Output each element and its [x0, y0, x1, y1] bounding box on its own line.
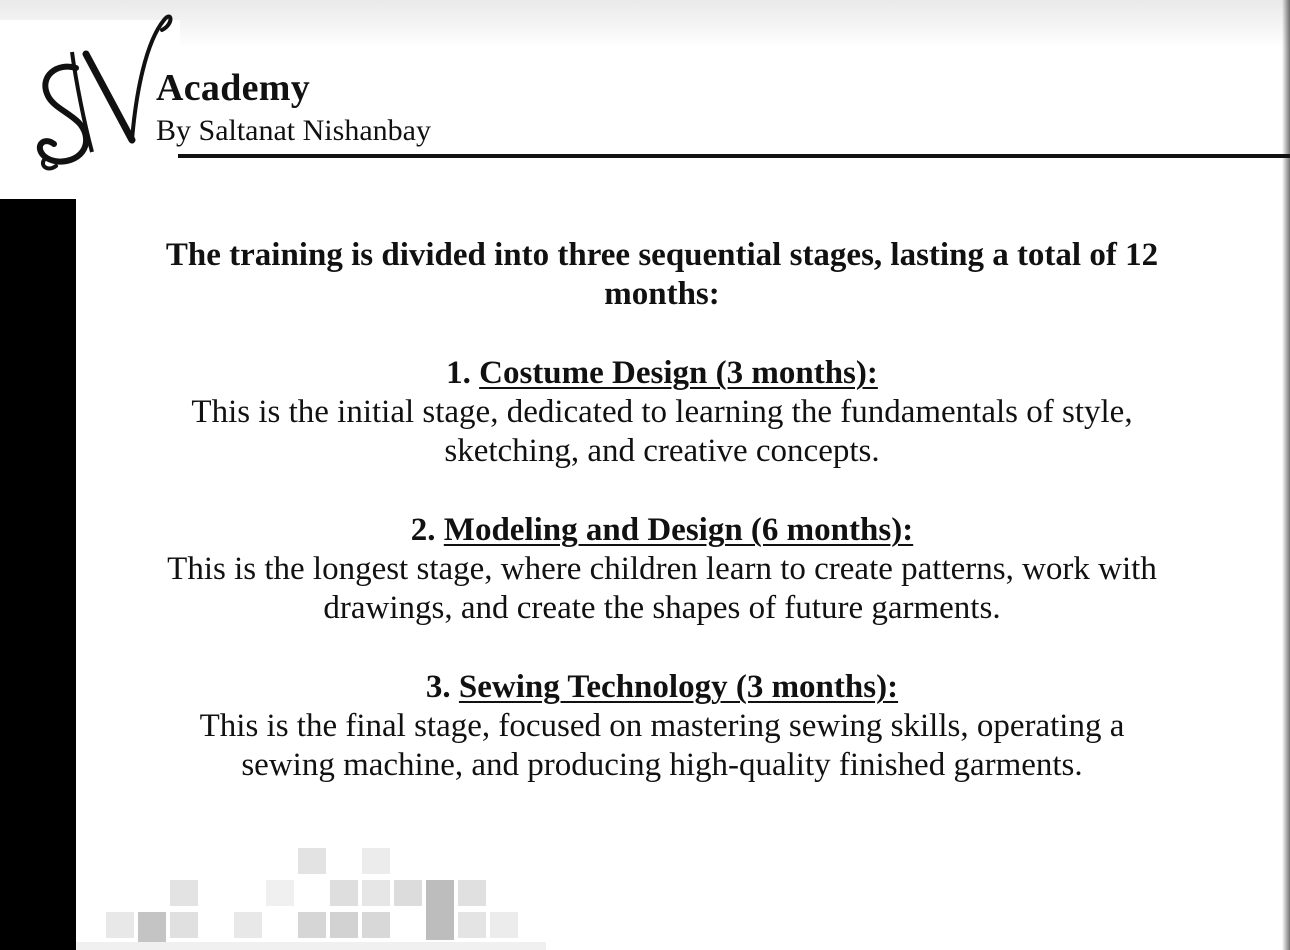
mosaic-tile — [394, 880, 422, 906]
mosaic-tile — [170, 880, 198, 906]
mosaic-tile — [362, 848, 390, 874]
mosaic-tile — [458, 880, 486, 906]
mosaic-tile — [362, 912, 390, 938]
left-black-bar — [0, 199, 76, 950]
stage-title: Costume Design (3 months): — [479, 355, 878, 391]
stage-3 — [150, 668, 1174, 785]
brand-subtitle: By Saltanat Nishanbay — [156, 114, 431, 147]
header-divider — [178, 154, 1290, 158]
stage-number: 3. — [425, 669, 451, 705]
mosaic-tile — [106, 912, 134, 938]
intro-text: The training is divided into three sequential stages, lasting a total of 12 months: — [165, 237, 1159, 312]
stage-1 — [150, 354, 1174, 471]
top-shadow — [0, 0, 1290, 48]
stage-description: This is the longest stage, where children learn to create patterns, work with drawings, and create the shapes of future garments. — [167, 551, 1157, 626]
stage-heading — [150, 354, 1174, 393]
mosaic-tile — [458, 912, 486, 938]
mosaic-tile — [490, 912, 518, 938]
stage-description: This is the initial stage, dedicated to learning the fundamentals of style, sketching, and creative concepts. — [191, 394, 1133, 469]
stage-number: 2. — [410, 512, 436, 548]
decorative-tile-mosaic — [76, 844, 576, 950]
mosaic-tile — [170, 912, 198, 938]
mosaic-tile — [298, 848, 326, 874]
mosaic-tile — [76, 942, 546, 950]
stage-title: Sewing Technology (3 months): — [458, 669, 899, 705]
stage-heading — [150, 511, 1174, 550]
stage-description: This is the final stage, focused on mastering sewing skills, operating a sewing machine, and producing high-quality finished garments. — [199, 708, 1125, 783]
stage-title: Modeling and Design (6 months): — [443, 512, 914, 548]
mosaic-tile — [330, 912, 358, 938]
mosaic-tile — [330, 880, 358, 906]
right-edge-shadow — [1282, 0, 1290, 950]
stage-heading — [150, 668, 1174, 707]
mosaic-tile — [234, 912, 262, 938]
stage-2 — [150, 511, 1174, 628]
mosaic-tile — [426, 880, 454, 940]
mosaic-tile — [362, 880, 390, 906]
mosaic-tile — [266, 880, 294, 906]
stage-number: 1. — [446, 355, 471, 391]
content-area — [150, 236, 1174, 785]
mosaic-tile — [298, 912, 326, 938]
brand-title: Academy — [156, 67, 311, 109]
